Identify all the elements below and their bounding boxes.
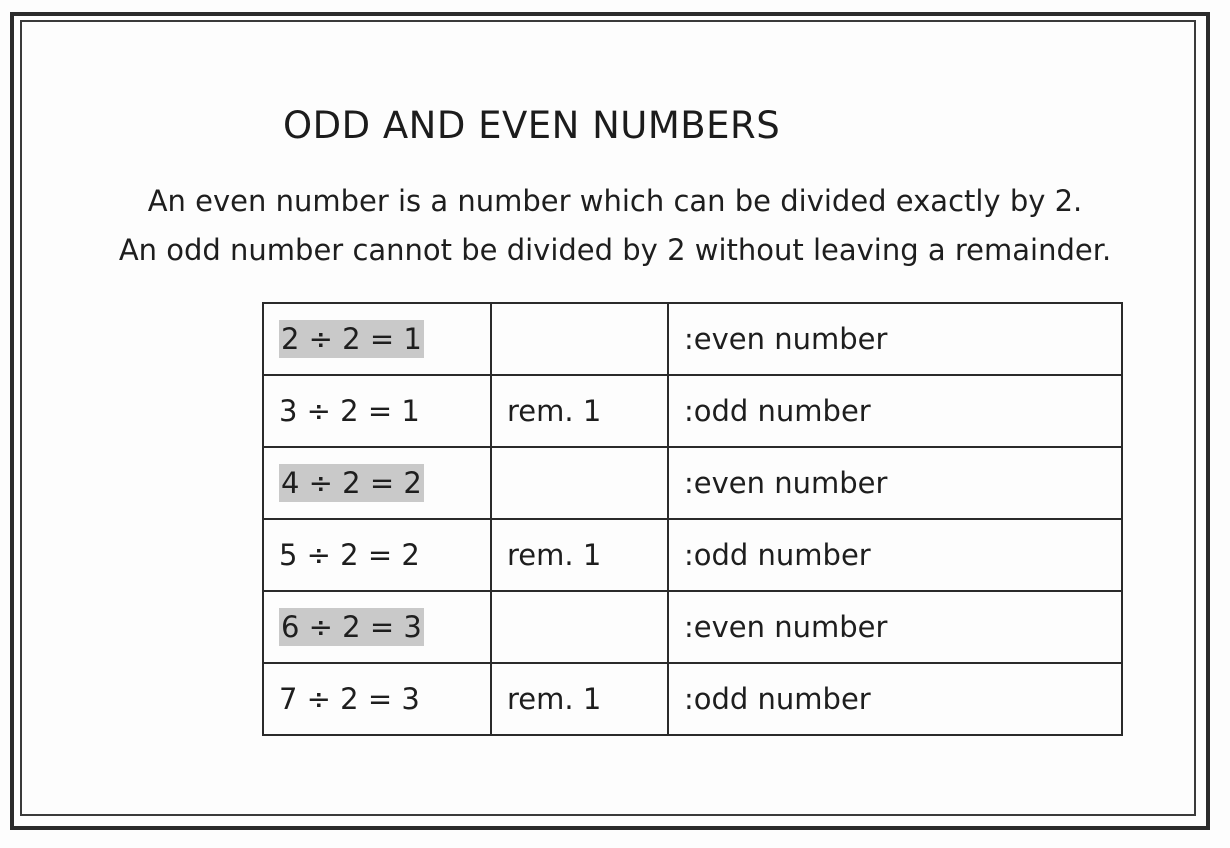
number-type-cell: :even number xyxy=(668,303,1122,375)
remainder-cell xyxy=(491,447,668,519)
number-type-cell: :odd number xyxy=(668,519,1122,591)
remainder-cell xyxy=(491,591,668,663)
division-table xyxy=(262,302,1123,736)
equation-cell xyxy=(263,519,491,591)
equation-cell xyxy=(263,663,491,735)
remainder-cell xyxy=(491,303,668,375)
equation: 3 ÷ 2 = 1 xyxy=(279,394,420,428)
equation: 5 ÷ 2 = 2 xyxy=(279,538,420,572)
equation: 6 ÷ 2 = 3 xyxy=(281,610,422,644)
table-row xyxy=(263,591,1122,663)
table-row xyxy=(263,303,1122,375)
equation: 4 ÷ 2 = 2 xyxy=(281,466,422,500)
equation-cell xyxy=(263,447,491,519)
table-row xyxy=(263,663,1122,735)
even-definition: An even number is a number which can be divided exactly by 2. xyxy=(147,184,1083,218)
remainder-cell: rem. 1 xyxy=(491,663,668,735)
number-type-cell: :odd number xyxy=(668,663,1122,735)
odd-definition: An odd number cannot be divided by 2 without leaving a remainder. xyxy=(118,233,1112,267)
equation: 2 ÷ 2 = 1 xyxy=(281,322,422,356)
table-row xyxy=(263,519,1122,591)
number-type-cell: :even number xyxy=(668,591,1122,663)
table-row xyxy=(263,447,1122,519)
page-title: ODD AND EVEN NUMBERS xyxy=(283,104,781,147)
equation-cell xyxy=(263,303,491,375)
number-type-cell: :even number xyxy=(668,447,1122,519)
equation-cell xyxy=(263,375,491,447)
number-type-cell: :odd number xyxy=(668,375,1122,447)
remainder-cell: rem. 1 xyxy=(491,519,668,591)
equation: 7 ÷ 2 = 3 xyxy=(279,682,420,716)
remainder-cell: rem. 1 xyxy=(491,375,668,447)
table-row xyxy=(263,375,1122,447)
equation-cell xyxy=(263,591,491,663)
